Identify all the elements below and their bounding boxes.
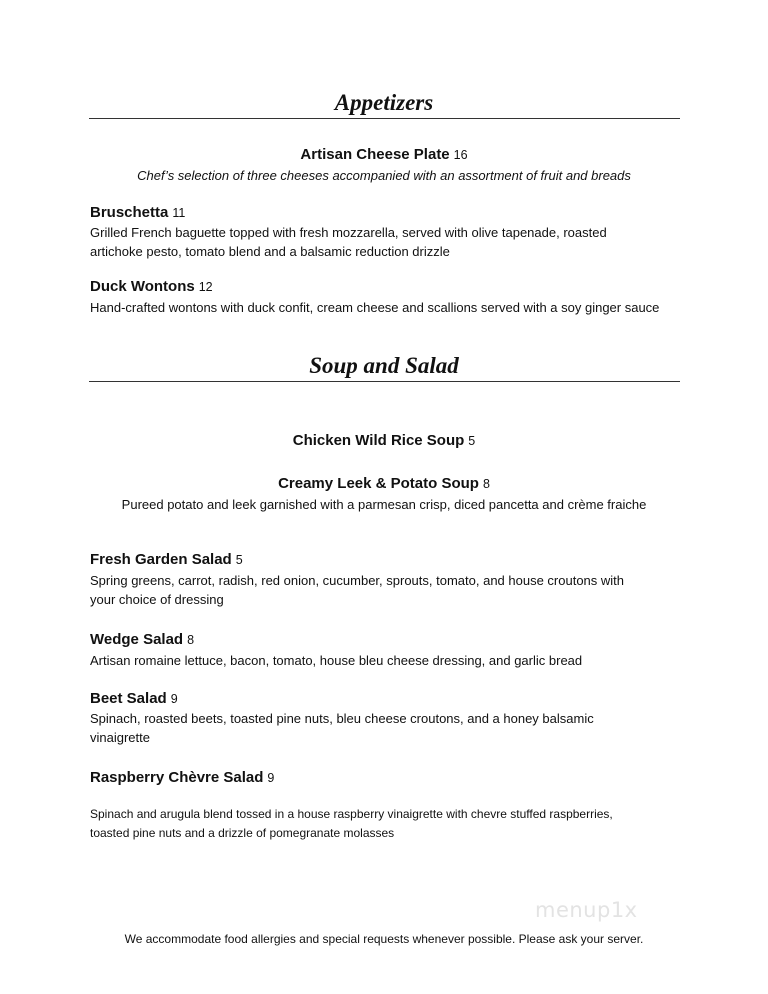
item-description: Grilled French baguette topped with fresh mozzarella, served with olive tapenade, roasted artichoke pesto, tomato blend and a balsamic reduction drizzle bbox=[90, 225, 607, 259]
item-description: Spinach and arugula blend tossed in a house raspberry vinaigrette with chevre stuffed raspberries, toasted pine nuts and a drizzle of pomegranate molasses bbox=[90, 807, 613, 840]
menu-item-duck-wontons bbox=[90, 278, 670, 296]
item-price: 11 bbox=[172, 206, 186, 220]
watermark-logo: menup1x bbox=[535, 898, 638, 922]
item-name: Wedge Salad bbox=[90, 631, 184, 648]
item-description: Chef’s selection of three cheeses accompanied with an assortment of fruit and breads bbox=[137, 168, 631, 183]
section-title-appetizers: Appetizers bbox=[334, 90, 434, 115]
menu-item-fresh-garden-salad bbox=[90, 551, 670, 569]
item-price: 8 bbox=[482, 477, 490, 491]
section-divider bbox=[89, 118, 680, 119]
menu-item-beet-salad bbox=[90, 690, 670, 708]
section-divider bbox=[89, 381, 680, 382]
item-description: Pureed potato and leek garnished with a parmesan crisp, diced pancetta and crème fraiche bbox=[121, 497, 647, 512]
item-name: Bruschetta bbox=[90, 204, 169, 221]
item-price: 12 bbox=[198, 280, 213, 294]
item-description: Spinach, roasted beets, toasted pine nuts, bleu cheese croutons, and a honey balsamic vinaigrette bbox=[90, 711, 594, 745]
item-name: Beet Salad bbox=[90, 690, 167, 707]
section-title-soup-and-salad: Soup and Salad bbox=[309, 353, 459, 378]
item-name: Chicken Wild Rice Soup bbox=[292, 432, 465, 449]
item-name: Artisan Cheese Plate bbox=[300, 146, 450, 163]
menu-item-wedge-salad bbox=[90, 631, 670, 649]
menu-item-raspberry-chevre-salad bbox=[90, 769, 670, 787]
item-description: Artisan romaine lettuce, bacon, tomato, house bleu cheese dressing, and garlic bread bbox=[90, 653, 583, 668]
item-price: 5 bbox=[235, 553, 243, 567]
item-price: 16 bbox=[453, 148, 468, 162]
item-price: 5 bbox=[468, 434, 476, 448]
item-description: Hand-crafted wontons with duck confit, cream cheese and scallions served with a soy ginger sauce bbox=[90, 300, 660, 315]
item-price: 9 bbox=[267, 771, 275, 785]
item-price: 9 bbox=[170, 692, 178, 706]
menu-item-bruschetta bbox=[90, 204, 670, 222]
footer-note: We accommodate food allergies and special requests whenever possible. Please ask your server. bbox=[124, 932, 644, 946]
item-price: 8 bbox=[187, 633, 195, 647]
item-name: Fresh Garden Salad bbox=[90, 551, 232, 568]
item-name: Creamy Leek & Potato Soup bbox=[278, 475, 479, 492]
item-name: Raspberry Chèvre Salad bbox=[90, 769, 264, 786]
menu-item-artisan-cheese-plate bbox=[0, 146, 768, 164]
item-description: Spring greens, carrot, radish, red onion, cucumber, sprouts, tomato, and house croutons with your choice of dressing bbox=[90, 573, 625, 607]
menu-item-creamy-leek-potato-soup bbox=[0, 475, 768, 493]
menu-item-chicken-wild-rice-soup bbox=[0, 432, 768, 450]
item-name: Duck Wontons bbox=[90, 278, 195, 295]
